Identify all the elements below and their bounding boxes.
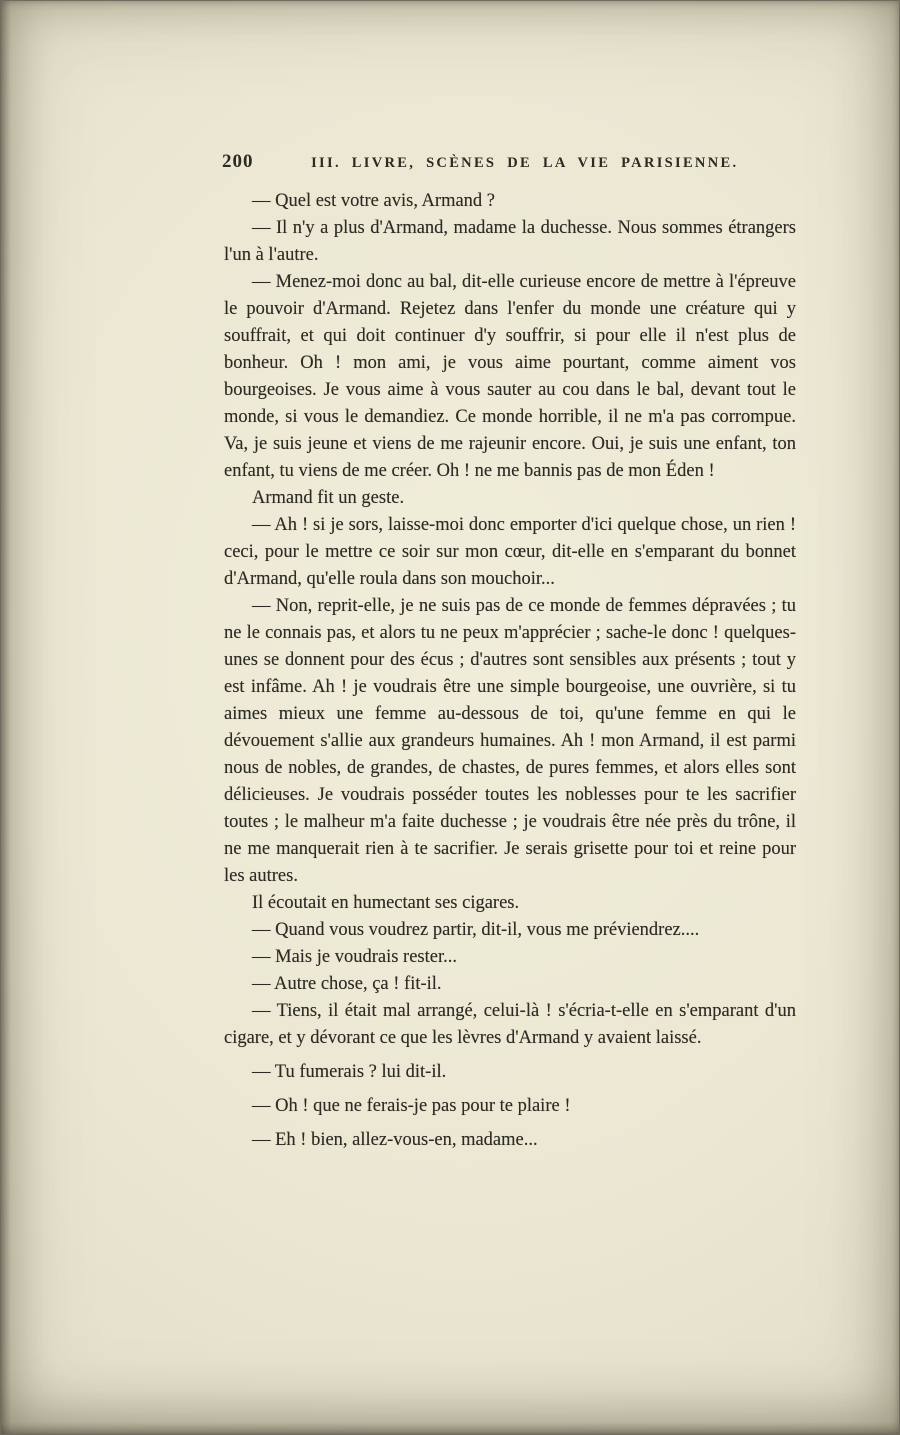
body-text — [224, 188, 796, 1154]
paragraph: Armand fit un geste. — [252, 488, 405, 508]
paragraph: — Menez-moi donc au bal, dit-elle curieuse encore de mettre à l'épreuve le pouvoir d'Armand. Rejetez dans l'enfer du monde une créature qui y souffrait, et qui doit continuer d'y souffrir, si pour elle il n'est plus de bonheur. Oh ! mon ami, je vous aime pourtant, comme aiment vos bourgeoises. Je vous aime à vous sauter au cou dans le bal, devant tout le monde, si vous le demandiez. Ce monde horrible, il ne m'a pas corrompue. Va, je suis jeune et viens de me rajeunir encore. Oui, je suis une enfant, ton enfant, tu viens de me créer. Oh ! ne me bannis pas de mon Éden ! — [224, 272, 796, 481]
paragraph: — Non, reprit-elle, je ne suis pas de ce monde de femmes dépravées ; tu ne le connais pas, et alors tu ne peux m'apprécier ; sache-le donc ! quelques-unes se donnent pour des écus ; d'autres sont sensibles aux présents ; tout y est infâme. Ah ! je voudrais être une simple bourgeoise, une ouvrière, si tu aimes mieux une femme au-dessous de toi, qu'une femme en qui le dévouement s'allie aux grandeurs humaines. Ah ! mon Armand, il est parmi nous de nobles, de grandes, de chastes, de pures femmes, et alors elles sont délicieuses. Je voudrais posséder toutes les noblesses pour te les sacrifier toutes ; le malheur m'a faite duchesse ; je voudrais être née près du trône, il ne me manquerait rien à te sacrifier. Je serais grisette pour toi et reine pour les autres. — [224, 596, 796, 886]
paragraph: Il écoutait en humectant ses cigares. — [252, 893, 520, 913]
paragraph: — Il n'y a plus d'Armand, madame la duchesse. Nous sommes étrangers l'un à l'autre. — [224, 218, 796, 265]
paragraph: — Tiens, il était mal arrangé, celui-là ! s'écria-t-elle en s'emparant d'un cigare, et y dévorant ce que les lèvres d'Armand y avaient laissé. — [224, 1001, 796, 1048]
paragraph: — Autre chose, ça ! fit-il. — [252, 974, 442, 994]
paragraph: — Quel est votre avis, Armand ? — [252, 191, 496, 211]
paragraph: — Tu fumerais ? lui dit-il. — [252, 1062, 447, 1082]
page-edge-shadow-bottom — [1, 1422, 899, 1434]
paragraph: — Ah ! si je sors, laisse-moi donc emporter d'ici quelque chose, un rien ! ceci, pour le mettre ce soir sur mon cœur, dit-elle en s'emparant du bonnet d'Armand, qu'elle roula dans son mouchoir... — [224, 515, 796, 589]
page-content — [224, 151, 796, 1154]
page-edge-shadow-left — [1, 1, 11, 1434]
paragraph: — Mais je voudrais rester... — [252, 947, 457, 967]
running-title: III. LIVRE, SCÈNES DE LA VIE PARISIENNE. — [311, 155, 739, 171]
paragraph: — Eh ! bien, allez-vous-en, madame... — [252, 1130, 538, 1150]
paragraph: — Quand vous voudrez partir, dit-il, vous me préviendrez.... — [252, 920, 700, 940]
page-header — [224, 151, 796, 173]
page-number: 200 — [222, 151, 254, 172]
paragraph: — Oh ! que ne ferais-je pas pour te plaire ! — [252, 1096, 571, 1116]
